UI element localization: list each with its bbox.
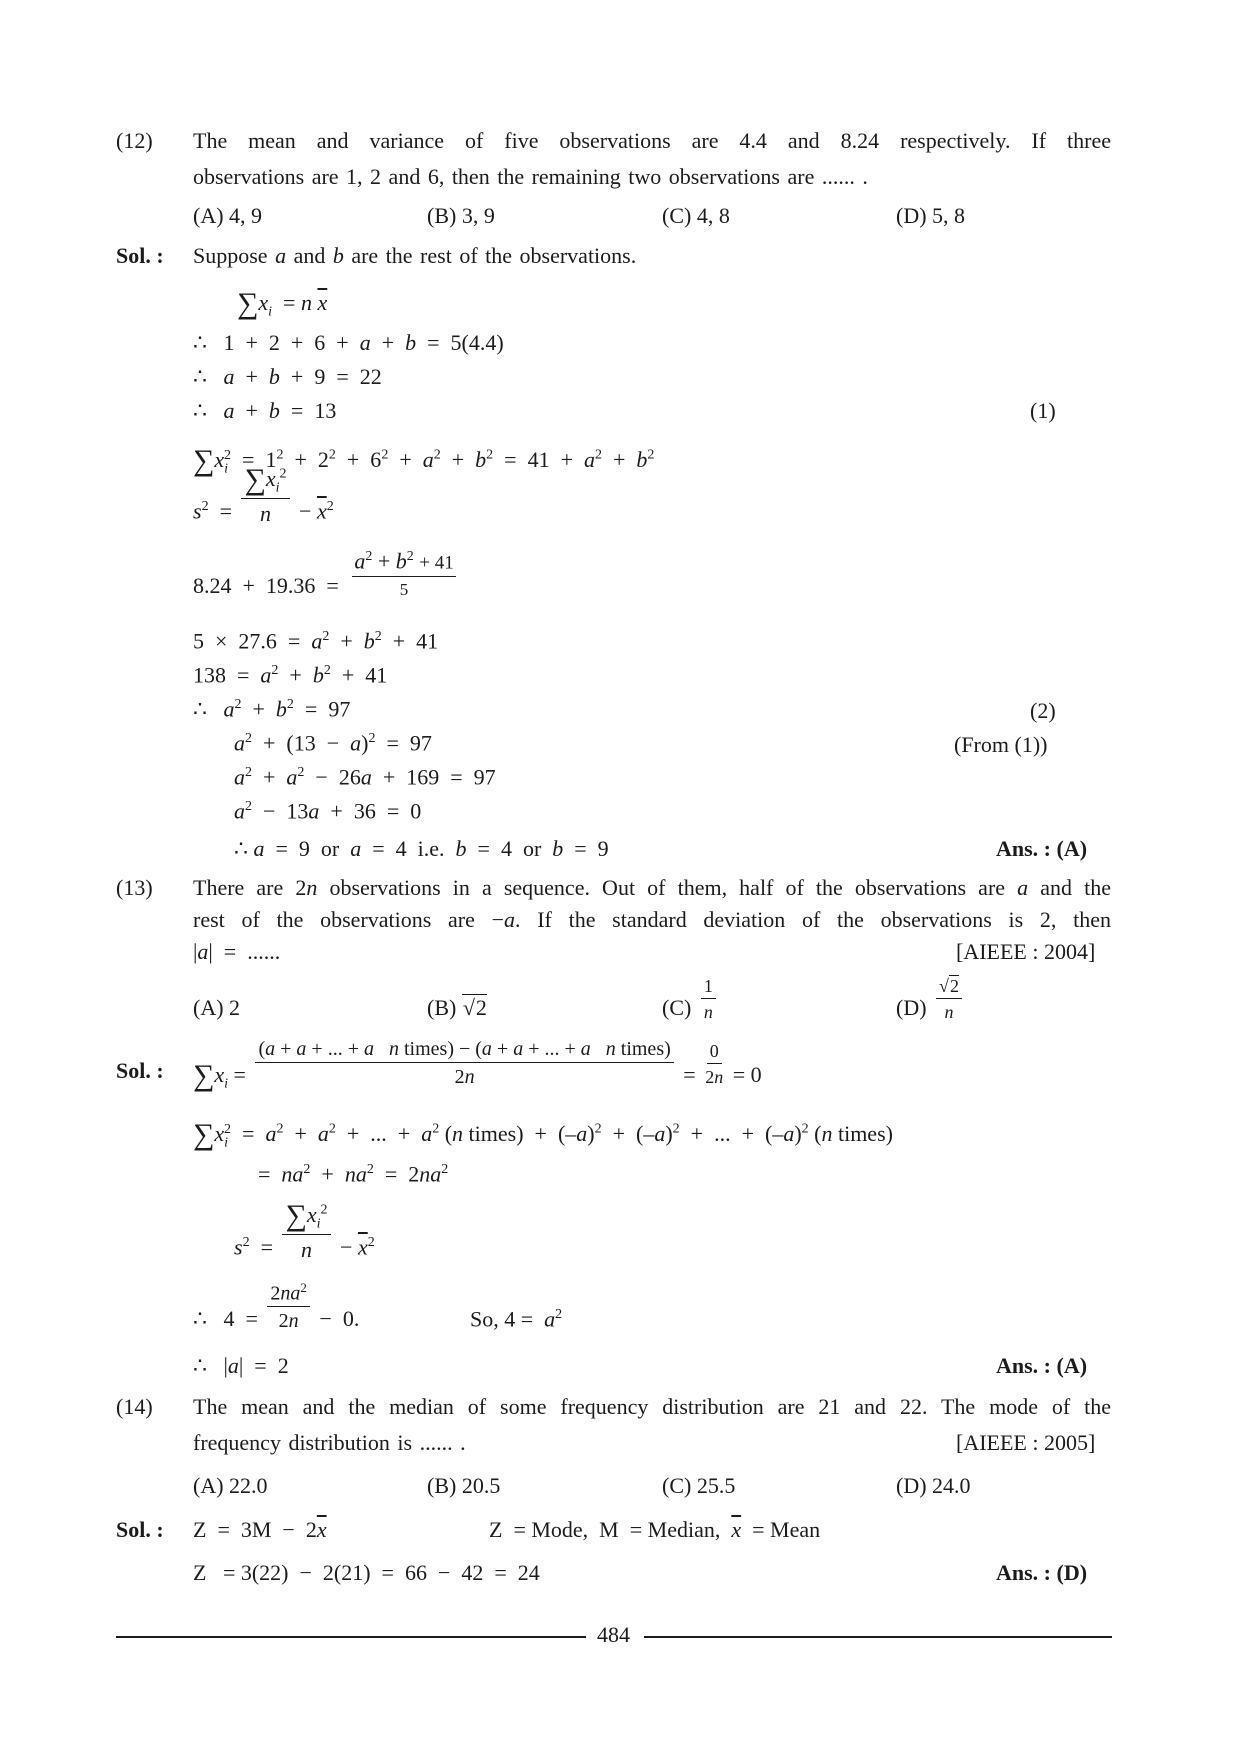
sol12-intro: Suppose a and b are the rest of the observations.	[193, 243, 637, 268]
sol12-line-14: ∴ a = 9 or a = 4 i.e. b = 4 or b = 9	[234, 836, 609, 861]
question-number-12: (12)	[116, 128, 153, 153]
page-number: 484	[597, 1622, 630, 1647]
sol13-answer: Ans. : (A)	[996, 1353, 1088, 1378]
q13-line-3: |a| = ......	[193, 939, 281, 964]
sol13-line-5: ∴ 4 = $\frac{2na^2}{2n}$ − 0.	[193, 1279, 360, 1333]
q13-option-d: (D) $\frac{√2}{n}$	[896, 997, 966, 1021]
sol13-line-6: ∴ |a| = 2	[193, 1353, 289, 1378]
q12-line-1: The mean and variance of five observations are 4.4 and 8.24 respectively. If three	[193, 128, 1111, 153]
q13-line-1: There are 2n observations in a sequence. Out of them, half of the observations are a and the	[193, 875, 1111, 900]
sol12-line-5: $\sum x_i^2 = 1^2 + 2^2 + 6^2 + a^2 + b^2 = 41 + a^2 + b^2$	[193, 444, 655, 477]
q12-option-d: (D) 5, 8	[896, 203, 966, 228]
sol13-line-1: $\sum x_i$ = $\frac{\text{(a + a + ... + a n times) − (a + a + ... + a n times)}}{2n}$ = $\frac{0}{2n}$ = 0	[193, 1037, 762, 1092]
question-number-14: (14)	[116, 1394, 153, 1419]
q14-option-c: (C) 25.5	[662, 1473, 736, 1498]
sol12-label: Sol. :	[116, 243, 164, 268]
footer-rule-left	[116, 1636, 586, 1638]
q14-option-d: (D) 24.0	[896, 1473, 971, 1498]
sol12-tag-from-1: (From (1))	[954, 732, 1048, 757]
q12-option-b: (B) 3, 9	[427, 203, 495, 228]
sol14-line-1: $Z = 3M - 2\overline{x}$	[193, 1517, 327, 1542]
sol12-line-10: ∴ $a^2 + b^2 = 97$	[193, 696, 351, 722]
sol12-line-7: 8.24 + 19.36 = $\frac{a^2 + b^2 + 41}{5}$	[193, 548, 454, 600]
sol14-answer: Ans. : (D)	[996, 1560, 1088, 1585]
sol13-line-5-so: So, $4 = a^2$	[470, 1306, 563, 1332]
sol13-line-4: $s^2$ = $\frac{\sum x_i^2}{n}$ − $\overline{x}^2$	[234, 1198, 375, 1262]
sol12-line-8: $5 \times 27.6 = a^2 + b^2 + 41$	[193, 628, 439, 654]
q13-option-a: (A) 2	[193, 995, 241, 1020]
sol14-legend: Z = Mode, M = Median, $\overline{x}$ = Mean	[489, 1517, 821, 1542]
sol12-line-11: $a^2 + (13 - a)^2 = 97$	[234, 730, 432, 756]
q13-line-2: rest of the observations are −a. If the standard deviation of the observations is 2, then	[193, 907, 1111, 932]
sol12-tag-1: (1)	[1030, 398, 1056, 423]
footer-rule-right	[644, 1636, 1112, 1638]
sol12-line-2: ∴ 1 + 2 + 6 + a + b = 5(4.4)	[193, 330, 504, 355]
sol12-line-3: ∴ a + b + 9 = 22	[193, 364, 382, 389]
sol13-label: Sol. :	[116, 1058, 164, 1083]
sol13-line-3: = $na^2 + na^2 = 2na^2$	[258, 1161, 449, 1187]
q13-reference: [AIEEE : 2004]	[956, 939, 1096, 964]
q14-line-2: frequency distribution is ...... .	[193, 1430, 466, 1455]
question-number-13: (13)	[116, 875, 153, 900]
sol13-line-2: $\sum x_i^2 = a^2 + a^2$ + ... + $a^2$ (n times) + $(-a)^2 + (-a)^2$ + ... + $(-a)^2$ (n times)	[193, 1118, 893, 1151]
q14-line-1: The mean and the median of some frequency distribution are 21 and 22. The mode of the	[193, 1394, 1111, 1419]
q13-option-c: (C) $\frac{1}{n}$	[662, 997, 720, 1021]
sol12-line-12: $a^2 + a^2 - 26a + 169 = 97$	[234, 764, 496, 790]
q14-reference: [AIEEE : 2005]	[956, 1430, 1096, 1455]
sol12-answer: Ans. : (A)	[996, 836, 1088, 861]
q12-option-a: (A) 4, 9	[193, 203, 263, 228]
sol14-line-2: Z = 3(22) − 2(21) = 66 − 42 = 24	[193, 1560, 540, 1585]
q14-option-b: (B) 20.5	[427, 1473, 501, 1498]
q14-option-a: (A) 22.0	[193, 1473, 268, 1498]
sol12-line-9: $138 = a^2 + b^2 + 41$	[193, 662, 388, 688]
q12-line-2: observations are 1, 2 and 6, then the remaining two observations are ...... .	[193, 164, 868, 189]
sol12-line-4: ∴ a + b = 13	[193, 398, 337, 423]
q13-option-b: (B) √2	[427, 995, 487, 1020]
q12-option-c: (C) 4, 8	[662, 203, 730, 228]
sol12-line-1: $\sum x_i = n$ $\overline{x}$	[237, 287, 328, 320]
sol14-label: Sol. :	[116, 1517, 164, 1542]
sol12-tag-2: (2)	[1030, 698, 1056, 723]
sol12-line-6: $s^2$ = $\frac{\sum x_i^2}{n}$ − $\overline{x}^2$	[193, 462, 334, 526]
sol12-line-13: $a^2 - 13a + 36 = 0$	[234, 798, 422, 824]
